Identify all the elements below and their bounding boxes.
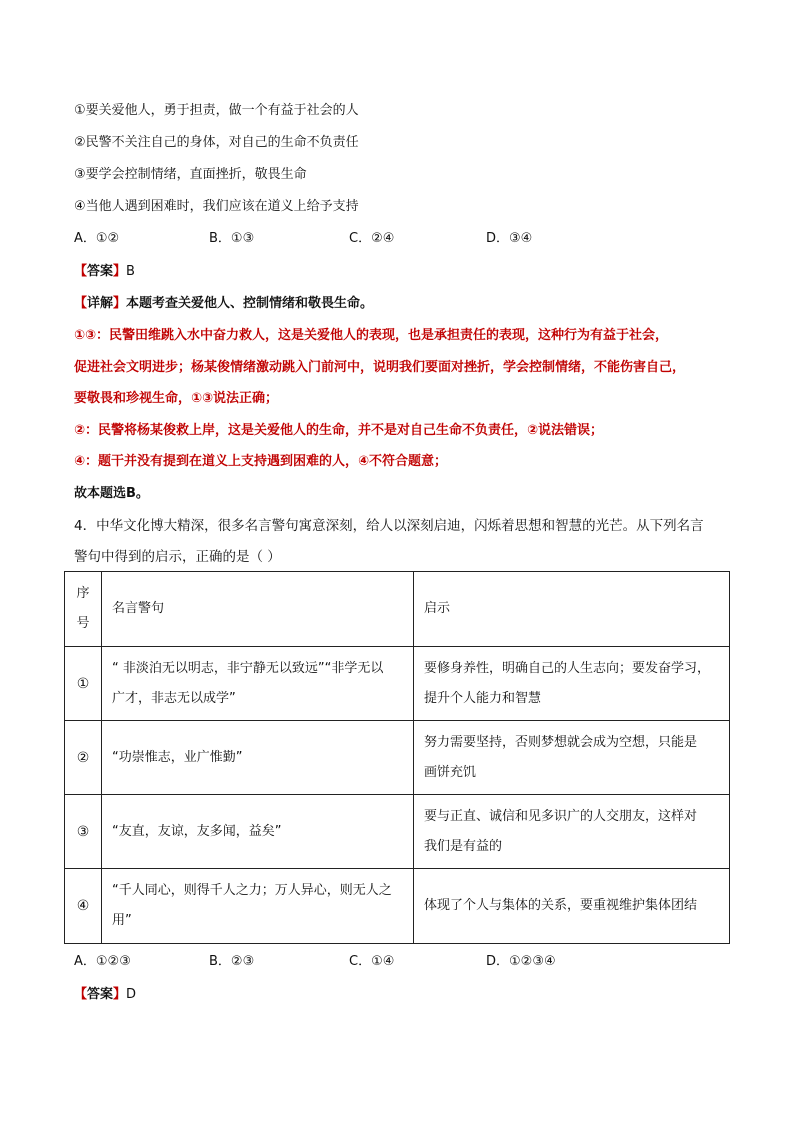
- q3-options: [74, 229, 734, 249]
- table-row: [65, 869, 730, 944]
- q3-option-a: A．①②: [74, 231, 120, 246]
- table-row: [65, 647, 730, 721]
- q4-option-b: B．②③: [209, 954, 255, 969]
- q4-option-d: D．①②③④: [486, 954, 556, 969]
- q3-option-b: B．①③: [209, 231, 255, 246]
- row-number: ④: [65, 869, 102, 944]
- header-number: [65, 572, 102, 647]
- answer-value: B: [126, 264, 135, 279]
- detail-line-3: 要敬畏和珍视生命，①③说法正确；: [74, 391, 279, 406]
- answer-value: D: [126, 987, 137, 1002]
- table-row: [65, 721, 730, 795]
- quotes-table: [64, 571, 730, 944]
- q3-detail-intro: 【详解】本题考查关爱他人、控制情绪和敬畏生命。: [74, 296, 374, 311]
- statement-1: ①要关爱他人，勇于担责，做一个有益于社会的人: [74, 103, 359, 118]
- row-quote: “功崇惟志，业广惟勤”: [102, 721, 414, 795]
- row-quote: “ 非淡泊无以明志，非宁静无以致远”“非学无以 广才，非志无以成学”: [102, 647, 414, 721]
- table-row: [65, 795, 730, 869]
- header-number-text: 序 号: [76, 586, 90, 631]
- detail-line-4: ②：民警将杨某俊救上岸，这是关爱他人的生命，并不是对自己生命不负责任，②说法错误；: [74, 423, 604, 438]
- detail-line-2: 促进社会文明进步；杨某俊情绪激动跳入门前河中，说明我们要面对挫折，学会控制情绪，不能伤害自己，: [74, 360, 686, 375]
- q4-options: [74, 952, 734, 972]
- row-insight: 要与正直、诚信和见多识广的人交朋友，这样对 我们是有益的: [414, 795, 730, 869]
- statement-3: ③要学会控制情绪，直面挫折，敬畏生命: [74, 167, 307, 182]
- header-insight: 启示: [414, 572, 730, 647]
- detail-label: 【详解】: [74, 296, 127, 311]
- detail-line-5: ④：题干并没有提到在道义上支持遇到困难的人，④不符合题意；: [74, 454, 448, 469]
- row-quote: “友直，友谅，友多闻，益矣”: [102, 795, 414, 869]
- table-header-row: [65, 572, 730, 647]
- q3-answer: [74, 262, 135, 282]
- row-number: ②: [65, 721, 102, 795]
- q4-option-a: A．①②③: [74, 954, 131, 969]
- q3-conclusion: 故本题选B。: [74, 486, 149, 501]
- answer-label: 【答案】: [74, 987, 127, 1002]
- detail-line-1: ①③：民警田维跳入水中奋力救人，这是关爱他人的表现，也是承担责任的表现，这种行为有益于社会，: [74, 328, 669, 343]
- row-insight: 体现了个人与集体的关系，要重视维护集体团结: [414, 869, 730, 944]
- q4-option-c: C．①④: [349, 954, 395, 969]
- q3-option-c: C．②④: [349, 231, 395, 246]
- statement-2: ②民警不关注自己的身体，对自己的生命不负责任: [74, 135, 359, 150]
- answer-label: 【答案】: [74, 264, 127, 279]
- q4-answer: [74, 985, 136, 1005]
- q3-option-d: D．③④: [486, 231, 533, 246]
- row-insight: 要修身养性，明确自己的人生志向；要发奋学习， 提升个人能力和智慧: [414, 647, 730, 721]
- row-number: ③: [65, 795, 102, 869]
- q4-stem-line-2: 警句中得到的启示，正确的是（ ）: [74, 549, 281, 565]
- statement-4: ④当他人遇到困难时，我们应该在道义上给予支持: [74, 199, 359, 214]
- row-insight: 努力需要坚持，否则梦想就会成为空想，只能是 画饼充饥: [414, 721, 730, 795]
- q4-stem-line-1: 4．中华文化博大精深，很多名言警句寓意深刻，给人以深刻启迪，闪烁着思想和智慧的光芒。从下列名言: [74, 518, 704, 534]
- row-quote: “千人同心，则得千人之力；万人异心，则无人之 用”: [102, 869, 414, 944]
- header-quote: 名言警句: [102, 572, 414, 647]
- row-number: ①: [65, 647, 102, 721]
